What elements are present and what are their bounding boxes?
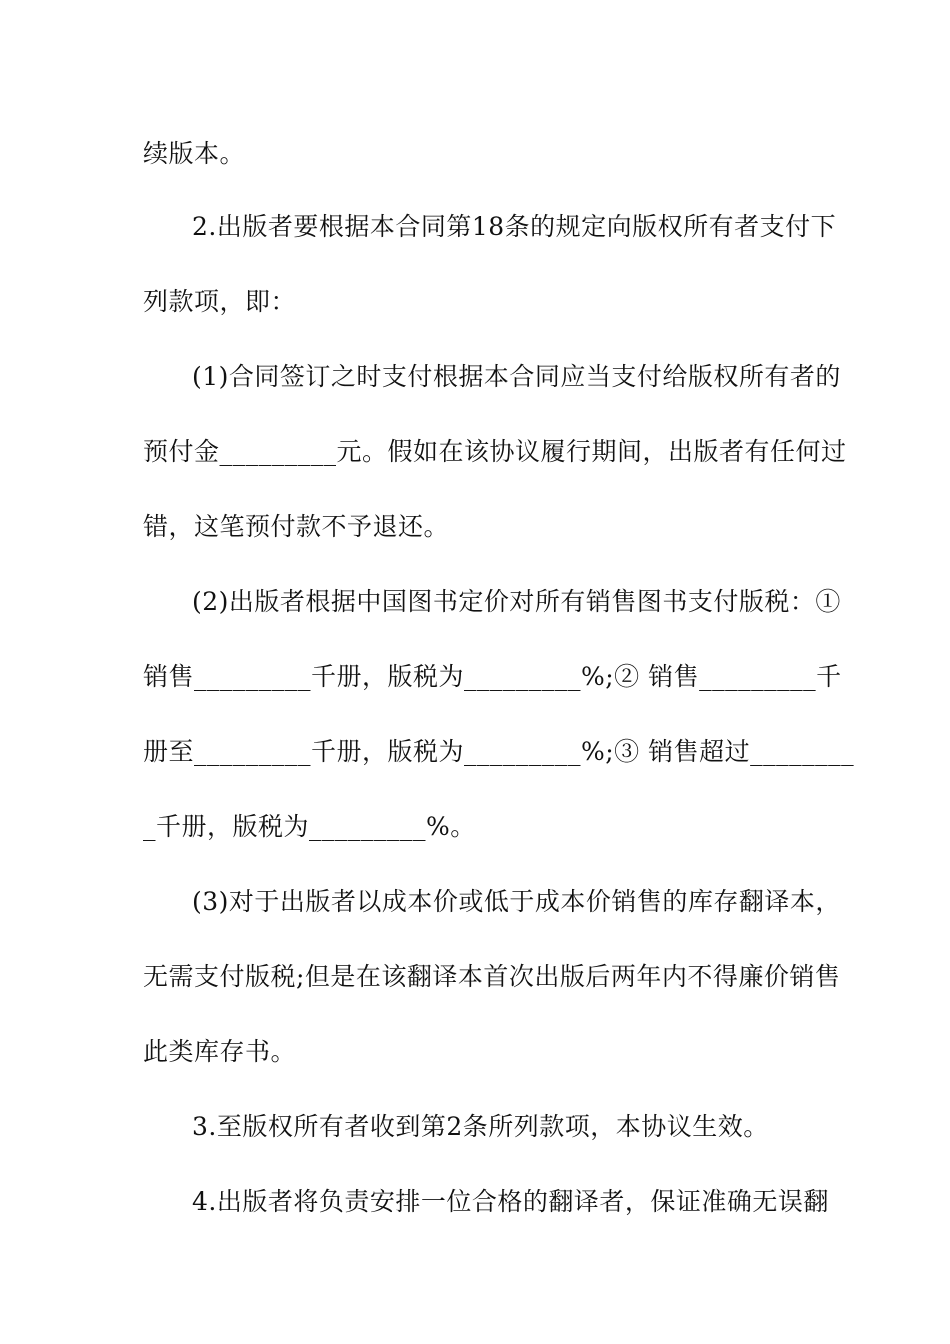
clause-2-2-line-4: _千册，版税为_________%。 [143, 812, 476, 841]
clause-2-2-line-3: 册至_________千册，版税为_________%;③ 销售超过________ [143, 737, 855, 766]
clause-2-3-line-2: 无需支付版税;但是在该翻译本首次出版后两年内不得廉价销售 [143, 962, 841, 991]
text-line-continuation: 续版本。 [143, 139, 246, 168]
clause-4-line-1: 4.出版者将负责安排一位合格的翻译者，保证准确无误翻 [192, 1187, 829, 1216]
clause-2-2-line-2: 销售_________千册，版税为_________%;② 销售_________千 [143, 662, 842, 691]
clause-2-1-line-3: 错，这笔预付款不予退还。 [143, 512, 450, 541]
clause-2-3-line-1: (3)对于出版者以成本价或低于成本价销售的库存翻译本， [192, 887, 841, 916]
clause-2-1-line-1: (1)合同签订之时支付根据本合同应当支付给版权所有者的 [192, 362, 841, 391]
clause-3-line-1: 3.至版权所有者收到第2条所列款项，本协议生效。 [192, 1112, 769, 1141]
clause-2-1-line-2: 预付金_________元。假如在该协议履行期间，出版者有任何过 [143, 437, 847, 466]
clause-2-line-1: 2.出版者要根据本合同第18条的规定向版权所有者支付下 [192, 212, 837, 241]
clause-2-line-2: 列款项，即： [143, 287, 297, 316]
clause-2-3-line-3: 此类库存书。 [143, 1037, 297, 1066]
clause-2-2-line-1: (2)出版者根据中国图书定价对所有销售图书支付版税：① [192, 587, 841, 616]
